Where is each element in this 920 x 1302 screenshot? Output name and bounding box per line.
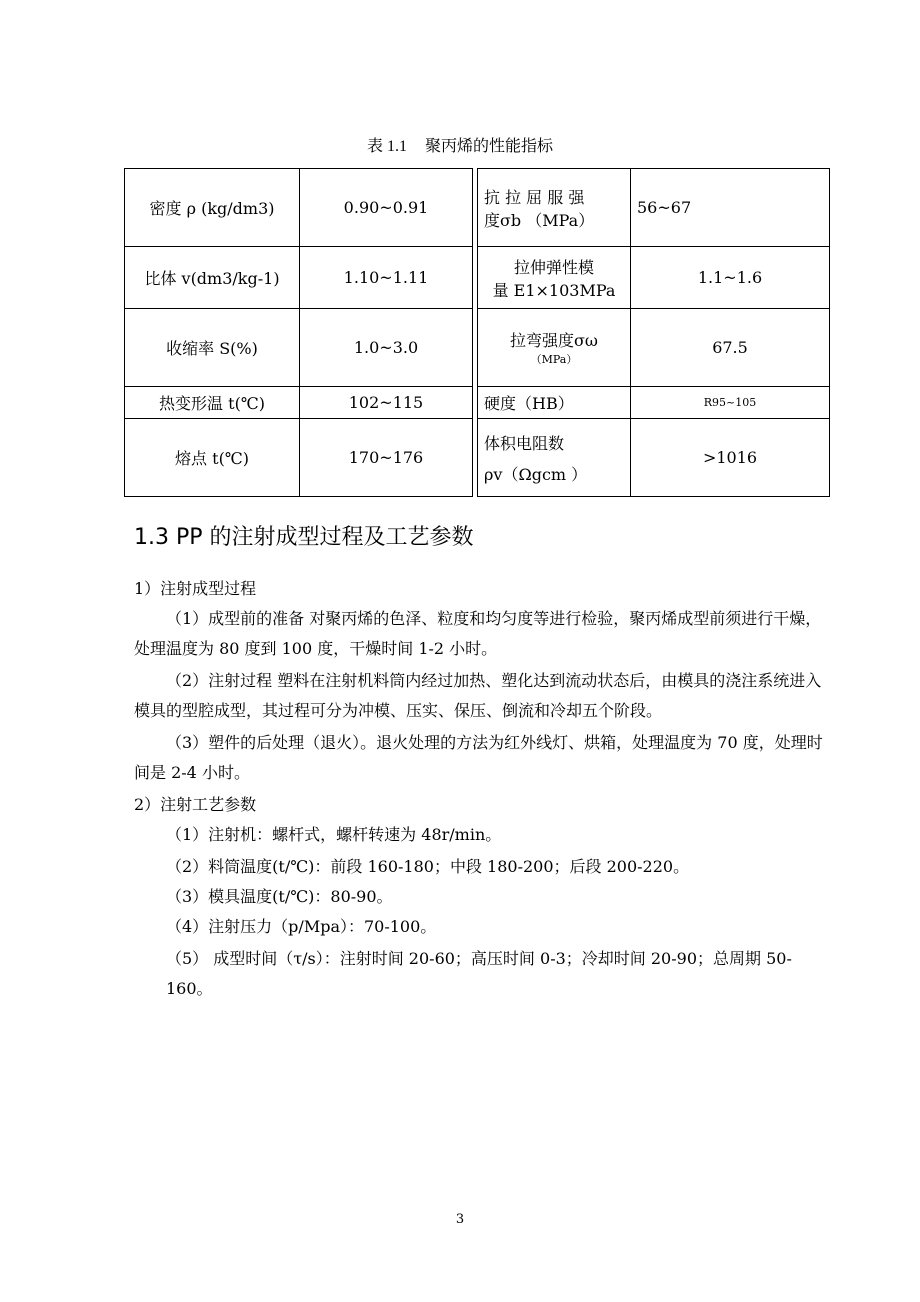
paragraph-injection: （2）注射过程 塑料在注射机料筒内经过加热、塑化达到流动状态后，由模具的浇注系统进入模具的型腔成型，其过程可分为冲模、压实、保压、倒流和冷却五个阶段。 <box>134 671 822 720</box>
param-machine: （1）注射机：螺杆式，螺杆转速为 48r/min。 <box>166 825 502 844</box>
row3-left-label: 收缩率 S(%) <box>125 309 300 387</box>
row2-left-value: 1.10~1.11 <box>300 247 473 309</box>
row3-left-value: 1.0~3.0 <box>300 309 473 387</box>
row3-right-value: 67.5 <box>631 309 830 387</box>
properties-table <box>124 168 830 497</box>
row1-left-label: 密度 ρ (kg/dm3) <box>125 169 300 247</box>
table-row <box>125 247 830 309</box>
table-caption <box>0 133 920 156</box>
subsection-process: 1）注射成型过程 <box>134 579 257 598</box>
page-number: 3 <box>455 1212 465 1227</box>
row5-left-label: 熔点 t(℃) <box>125 419 300 497</box>
paragraph-preparation: （1）成型前的准备 对聚丙烯的色泽、粒度和均匀度等进行检验，聚丙烯成型前须进行干燥，处理温度为 80 度到 100 度，干燥时间 1-2 小时。 <box>134 609 822 658</box>
row2-left-label: 比体 v(dm3/kg-1) <box>125 247 300 309</box>
param-molding-time: （5） 成型时间（τ/s）：注射时间 20-60；高压时间 0-3；冷却时间 20-90；总周期 50-160。 <box>166 949 792 998</box>
row5-left-value: 170~176 <box>300 419 473 497</box>
subsection-parameters: 2）注射工艺参数 <box>134 795 257 814</box>
row1-right-value: 56~67 <box>631 169 830 247</box>
section-heading: 1.3 PP 的注射成型过程及工艺参数 <box>134 525 474 550</box>
row3-right-label: 拉弯强度σω （MPa） <box>478 309 631 387</box>
row4-left-value: 102~115 <box>300 387 473 419</box>
row5-right-label: 体积电阻数 ρv（Ωgcm ） <box>478 419 631 497</box>
table-row <box>125 387 830 419</box>
table-row <box>125 419 830 497</box>
param-mold-temp: （3）模具温度(t/℃)：80-90。 <box>166 887 393 906</box>
row2-right-value: 1.1~1.6 <box>631 247 830 309</box>
paragraph-annealing: （3）塑件的后处理（退火）。退火处理的方法为红外线灯、烘箱，处理温度为 70 度，处理时间是 2-4 小时。 <box>134 733 823 782</box>
table-caption-title: 聚丙烯的性能指标 <box>425 136 554 155</box>
param-pressure: （4）注射压力（p/Mpa）：70-100。 <box>166 917 437 936</box>
row1-right-label: 抗 拉 屈 服 强 度σb （MPa） <box>478 169 631 247</box>
row4-right-value: R95~105 <box>631 387 830 419</box>
row5-right-value: >1016 <box>631 419 830 497</box>
row4-left-label: 热变形温 t(℃) <box>125 387 300 419</box>
table-row <box>125 169 830 247</box>
row4-right-label: 硬度（HB） <box>478 387 631 419</box>
param-barrel-temp: （2）料筒温度(t/℃)：前段 160-180；中段 180-200；后段 200-220。 <box>166 857 690 876</box>
row1-left-value: 0.90~0.91 <box>300 169 473 247</box>
row2-right-label: 拉伸弹性模 量 E1×103MPa <box>478 247 631 309</box>
table-caption-number: 表 1.1 <box>366 138 407 155</box>
table-row <box>125 309 830 387</box>
